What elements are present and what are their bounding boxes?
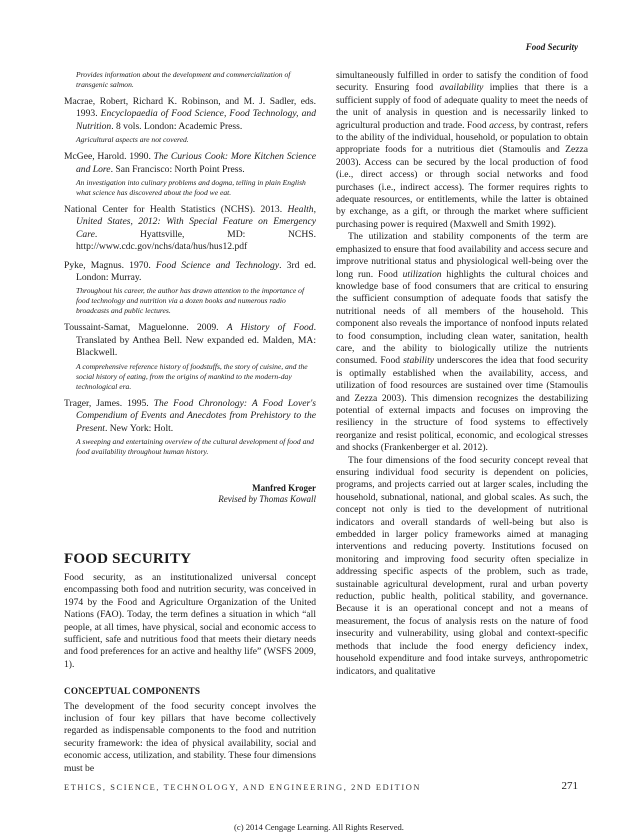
citation-author-year: Trager, James. 1995.: [64, 397, 154, 409]
reference-citation: [64, 322, 316, 359]
reference-citation: [64, 204, 316, 254]
signature-block: [64, 483, 316, 505]
paragraph-text: underscores the idea that food security is optimally established when the availability, access, and utilization of food resources are sustained over time (Stamoulis and Zezza 2003). This dimension recognizes the destabilizing potential of external impacts and focuses on improving the resiliency in the structure of food systems to effectively reorganize and resist political, economic, and ecological stresses and shocks (Frankenberger et al. 2012).: [336, 355, 588, 454]
citation-title: Food Science and Technology: [155, 259, 280, 271]
footer-book-title: ETHICS, SCIENCE, TECHNOLOGY, AND ENGINEERING, 2ND EDITION: [64, 783, 422, 792]
reference-annotation: Throughout his career, the author has drawn attention to the importance of food technology and nutrition via a dozen books and numerous radio broadcasts and public lectures.: [76, 286, 305, 316]
citation-author-year: National Center for Health Statistics (NCHS). 2013.: [64, 204, 288, 216]
entry-title: FOOD SECURITY: [64, 550, 192, 567]
right-column: [336, 70, 588, 678]
section-subheading: CONCEPTUAL COMPONENTS: [64, 686, 201, 697]
reference-citation: [64, 151, 316, 176]
paragraph-text: , by contrast, refers to the ability of the individual, household, or population to obtain appropriate foods for a nutritious diet (Stamoulis and Zezza 2003). Access can be secured by the local production of food (i.e., direct access) or through social networks and food purchases (i.e., indirect access). The former requires rights to adequate resources, or entitlements, while the latter is obtained by exchange, as a gift, or through the market where sufficient purchasing power is required (Maxwell and Smith 1992).: [336, 119, 588, 230]
reference-entry: [64, 204, 316, 254]
citation-author-year: Macrae, Robert, Richard K. Robinson, and M. J. Sadler, eds. 1993.: [64, 96, 316, 120]
citation-author-year: Pyke, Magnus. 1970.: [64, 259, 156, 271]
signature-revised: Revised by Thomas Kowall: [218, 493, 316, 504]
citation-publisher: . 8 vols. London: Academic Press.: [111, 120, 243, 132]
citation-title: The Food Chronology: A Food Lover's Compendium of Events and Anecdotes from Prehistory to the Present: [76, 397, 316, 434]
components-paragraph: The development of the food security concept involves the inclusion of four key pillars that have become collectively regarded as indispensable components to the food and nutrition security framework: the idea of physical availability, social and economic access, utilization, and stability. These four dimensions must be: [64, 700, 316, 774]
citation-title: A History of Food: [226, 322, 314, 334]
body-paragraph: The four dimensions of the food security concept reveal that ensuring individual food security is dependent on policies, programs, and projects carried out at larger scales, including the household, subnational, national, and global scales. As such, the concept not only is tied to the development of nutritional indicators and overall standards of well-being but also is embedded in larger policy frameworks aimed at managing interventions and reducing poverty. Institutions focused on monitoring and improving food security often specialize in addressing specific aspects of the problem, such as trade, sustainable agricultural development, rural and urban poverty reduction, public health, political stability, and governance. Because it is an operational concept and not a means of measurement, the focus of analysis rests on the nature of food insecurity and vulnerability, using global and context-specific methods that include the food energy deficiency index, household expenditure and food intake surveys, anthropometric indicators, and qualitative: [336, 454, 588, 677]
citation-author-year: McGee, Harold. 1990.: [64, 151, 154, 163]
reference-entry: [64, 322, 316, 391]
reference-annotation: Agricultural aspects are not covered.: [76, 135, 189, 145]
citation-publisher: . Hyattsville, MD: NCHS. http://www.cdc.gov/nchs/data/hus/hus12.pdf: [76, 228, 316, 253]
reference-citation: [64, 398, 316, 435]
citation-publisher: . New York: Holt.: [104, 422, 174, 434]
citation-title: Health, United States, 2012: With Special Feature on Emergency Care: [76, 204, 316, 240]
citation-title: Encyclopaedia of Food Science, Food Technology, and Nutrition: [76, 108, 316, 132]
body-paragraph: [336, 70, 588, 231]
body-paragraph: [336, 231, 588, 454]
intro-paragraph: Food security, as an institutionalized universal concept encompassing both food and nutrition security, was conceived in 1974 by the Food and Agriculture Organization of the United Nations (FAO). Today, the term defines a situation in which “all people, at all times, have physical, social and economic access to sufficient, safe and nutritious food that meets their dietary needs and food preferences for an active and healthy life” (WSFS 2009, 1).: [64, 571, 316, 670]
reference-entry: [64, 151, 316, 198]
citation-publisher: . Translated by Anthea Bell. New expanded ed. Malden, MA: Blackwell.: [76, 322, 316, 359]
left-column: [64, 70, 316, 775]
reference-annotation: A sweeping and entertaining overview of the cultural development of food and food availability throughout human history.: [76, 436, 314, 456]
page-number: 271: [561, 780, 578, 792]
emphasis-utilization: utilization: [402, 268, 442, 280]
reference-annotation: An investigation into culinary problems and dogma, telling in plain English what science has discovered about the food we eat.: [76, 178, 306, 198]
reference-citation: [64, 260, 316, 285]
reference-annotation: A comprehensive reference history of foodstuffs, the story of cuisine, and the social history of eating, from the origins of mankind to the modern-day technological era.: [76, 361, 308, 391]
reference-citation: [64, 96, 316, 133]
signature-author: Manfred Kroger: [252, 482, 316, 493]
citation-publisher: . San Francisco: North Point Press.: [110, 163, 245, 175]
running-head: Food Security: [525, 42, 578, 52]
paragraph-text: simultaneously fulfilled in order to satisfy the condition of food security. Ensuring food: [336, 70, 588, 94]
paragraph-text: The utilization and stability components of the term are emphasized to ensure that food availability and access secure and improve nutritional status and physiological well-being over the long run. Food: [336, 231, 588, 280]
paragraph-text: highlights the cultural choices and knowledge base of food consumers that are critical to ensuring the sufficient consumption of adequate foods that satisfy the nutritional needs of all members of the household. This component also reveals the importance of nonfood inputs related to food consumption, including clean water, sanitation, health care, and the ability to biologically utilize the nutrients consumed. Food: [336, 268, 588, 367]
emphasis-stability: stability: [403, 355, 434, 367]
reference-entry: [64, 260, 316, 317]
reference-entry: [64, 96, 316, 145]
citation-publisher: . 3rd ed. London: Murray.: [76, 259, 317, 284]
lead-annotation: Provides information about the development and commercialization of transgenic salmon.: [76, 70, 291, 89]
citation-title: The Curious Cook: More Kitchen Science and Lore: [76, 151, 316, 175]
paragraph-text: implies that there is a sufficient supply of food of adequate quality to meet the needs of the unit of analysis in question and is necessarily linked to agricultural production and trade. Food: [336, 82, 588, 131]
reference-entry: [64, 398, 316, 457]
emphasis-availability: availability: [439, 82, 484, 94]
copyright-notice: (c) 2014 Cengage Learning. All Rights Reserved.: [234, 822, 404, 832]
emphasis-access: access: [489, 119, 515, 131]
citation-author-year: Toussaint-Samat, Maguelonne. 2009.: [64, 322, 227, 334]
